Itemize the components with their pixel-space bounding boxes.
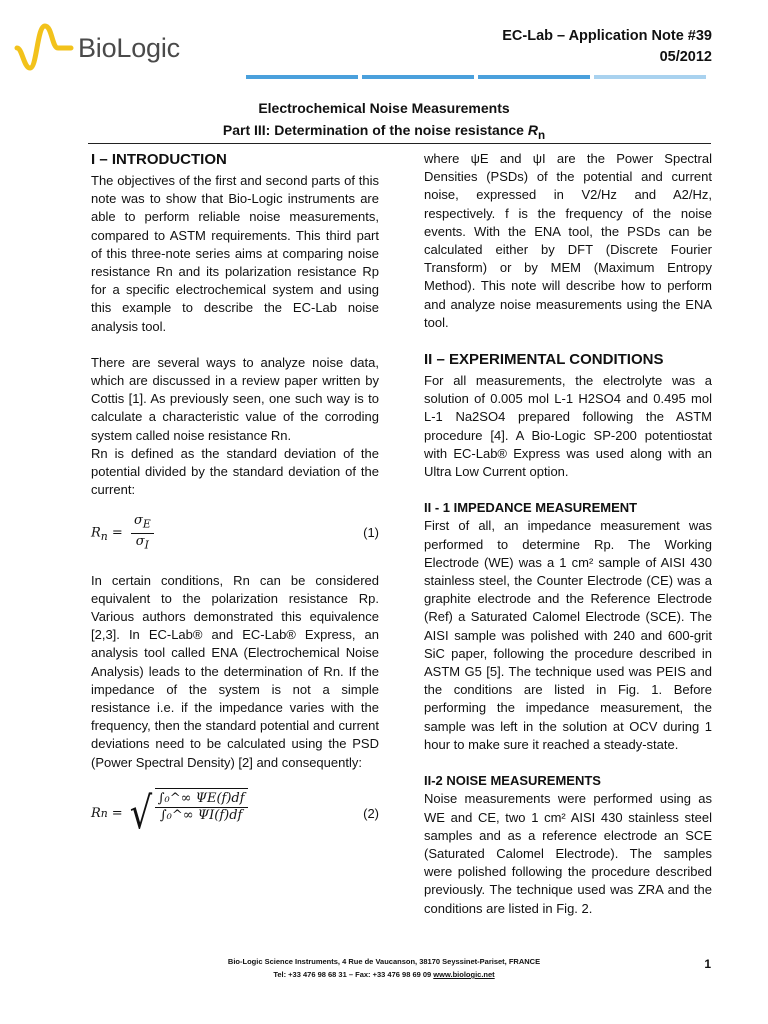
eq2-sqrt [127,788,248,840]
equation-1 [91,513,379,553]
eq1-equals: = [111,526,123,542]
page-number: 1 [704,957,711,971]
header-info [502,26,712,68]
left-column [91,150,379,840]
eq2-lhs: R [91,805,101,821]
intro-paragraph-4: In certain conditions, Rn can be considered equivalent to the polarization resistance Rp. Various authors demonstrated this equivalence [2,3]. In EC-Lab® and EC-Lab® Express, an analysis tool called ENA (Electrochemical Noise Analysis) leads to the determination of Rn. If the impedance of the system is not a simple resistance i.e. if the impedance varies with the frequency, then the standard potential and current deviations need to be calculated using the PSD (Power Spectral Density) [2] and consequently: [91,572,379,770]
eq2-lhs-sub: n [100,806,108,820]
eq1-num: σ [133,513,143,529]
eq2-num: ∫₀^∞ ΨE(f)df [155,791,248,808]
document-title [0,97,768,147]
eq2-equals: = [111,805,123,821]
intro-paragraph-3: Rn is defined as the standard deviation of the potential divided by the standard deviation of the current: [91,445,379,498]
brand-name: BioLogic [78,32,180,63]
right-column [424,150,712,918]
intro-paragraph-1: The objectives of the first and second parts of this note was to show that Bio-Logic instruments are able to perform reliable noise measurements, compared to ASTM requirements. This third part of this three-note series aims at comparing noise resistance Rn and its polarization resistance Rp for a specific electrochemical system and using this example to describe the EC-Lab noise analysis tool. [91,173,379,334]
equation-1-number: (1) [363,525,379,541]
eq1-fraction [131,513,154,553]
date-label: 05/2012 [659,49,712,65]
footer-contact: Tel: +33 476 98 68 31 – Fax: +33 476 98 69 09 [273,970,434,979]
accent-bar [478,75,590,79]
impedance-paragraph: First of all, an impedance measurement was performed to determine Rp. The Working Electrode (WE) was a 1 cm² sample of AISI 430 stainless steel, the Counter Electrode (CE) was a graphite electrode and the Reference Electrode (Ref) a Saturated Calomel Electrode (SCE). The AISI sample was polished with 240 and 600-grit SiC paper, following the procedure described in ASTM G5 [5]. The technique used was PEIS and the conditions are listed in Fig. 1. Before performing the impedance measurement, the sample was left in the solution at OCV during 1 hour to make sure it reached a steady-state. [424,518,712,752]
accent-bar [362,75,474,79]
section-heading-introduction: I – INTRODUCTION [91,151,227,168]
equation-2 [91,788,379,840]
eq2-fraction [155,791,248,824]
equation-2-formula [91,788,248,840]
subsection-heading-noise: II-2 NOISE MEASUREMENTS [424,773,601,789]
eq1-lhs-sub: n [100,530,108,544]
eq1-lhs: R [91,526,101,542]
accent-bar [594,75,706,79]
page-footer [0,955,768,981]
subsection-heading-impedance: II - 1 IMPEDANCE MEASUREMENT [424,500,638,516]
footer-address: Bio-Logic Science Instruments, 4 Rue de Vaucanson, 38170 Seyssinet-Pariset, FRANCE [227,957,541,966]
accent-bar [246,75,358,79]
intro-paragraph-2: There are several ways to analyze noise data, which are discussed in a review paper written by Cottis [1]. As previously seen, one such way is to calculate a characteristic value of the corroding system called noise resistance Rn. [91,354,379,443]
noise-paragraph: Noise measurements were performed using as WE and CE, two 1 cm² AISI 430 stainless steel samples and as a reference electrode an SCE (Saturated Calomel Electrode). The samples were polished following the procedure described previously. The technique used was ZRA and the conditions are listed in Fig. 2. [424,791,712,916]
eq1-den-sub: I [144,538,149,552]
biologic-logo [14,22,180,74]
title-symbol: R [527,122,538,138]
app-note-label: EC-Lab – Application Note #39 [502,28,712,44]
sqrt-symbol: √ [129,787,152,839]
section-heading-experimental: II – EXPERIMENTAL CONDITIONS [424,351,664,369]
eq1-num-sub: E [142,518,151,532]
title-line-1: Electrochemical Noise Measurements [258,100,510,116]
biologic-wave-icon [14,22,74,74]
footer-contact-line [0,968,768,981]
header-accent-bars [246,75,706,79]
footer-website-link[interactable]: www.biologic.net [433,970,495,979]
title-line-2-text: Part III: Determination of the noise resistance [222,122,528,138]
title-divider [88,143,711,144]
eq1-den: σ [135,534,145,550]
equation-1-formula [91,513,154,553]
experimental-paragraph: For all measurements, the electrolyte was a solution of 0.005 mol L-1 H2SO4 and 0.495 mol L-1 Na2SO4 prepared following the ASTM procedure [4]. A Bio-Logic SP-200 potentiostat with EC-Lab® Express was used along with an Ultra Low Current option. [424,373,712,480]
equation-2-number: (2) [363,805,379,821]
title-symbol-sub: n [537,128,546,142]
eq2-den: ∫₀^∞ ΨI(f)df [159,807,243,823]
psd-paragraph: where ψE and ψI are the Power Spectral Densities (PSDs) of the potential and current noise, expressed in V2/Hz and A2/Hz, respectively. f is the frequency of the noise events. With the ENA tool, the PSDs can be calculated either by DFT (Discrete Fourier Transform) or by MEM (Maximum Entropy Method). This note will describe how to perform and analyze noise measurements using the ENA tool. [424,151,712,330]
